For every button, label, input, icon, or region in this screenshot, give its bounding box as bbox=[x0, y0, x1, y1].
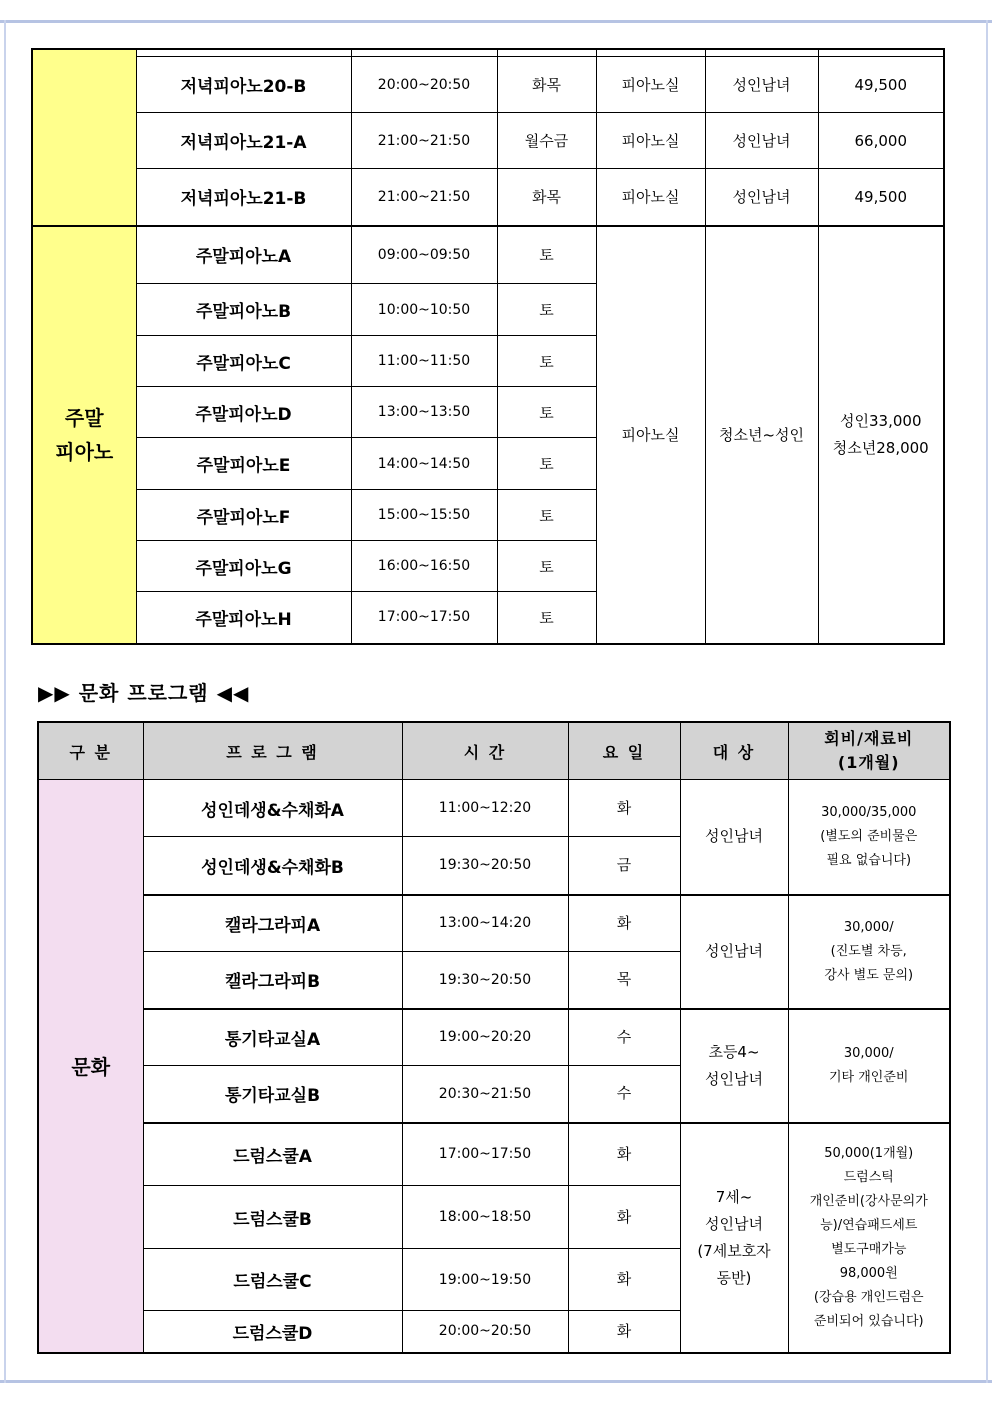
program-name: 드럼스쿨C bbox=[143, 1249, 402, 1311]
fee-line: 30,000/ bbox=[843, 1045, 894, 1061]
page-border-top bbox=[0, 20, 992, 23]
target-line: 성인남녀 bbox=[705, 1069, 763, 1088]
program-time: 19:30~20:50 bbox=[402, 837, 568, 895]
program-day: 화 bbox=[568, 1249, 680, 1311]
page-border-bottom bbox=[0, 1380, 992, 1383]
table-header-row bbox=[38, 722, 950, 780]
program-day: 토 bbox=[497, 490, 596, 541]
header-fee-line: 회비/재료비 bbox=[824, 729, 914, 748]
program-day: 화 bbox=[568, 1311, 680, 1353]
table-row bbox=[32, 226, 944, 284]
program-name: 주말피아노E bbox=[136, 438, 351, 490]
fee-line: 50,000(1개월) bbox=[824, 1145, 914, 1161]
program-time: 17:00~17:50 bbox=[351, 592, 497, 644]
program-target: 성인남녀 bbox=[705, 113, 818, 169]
header-fee-line: (1개월) bbox=[837, 753, 900, 772]
header-fee bbox=[788, 722, 950, 780]
program-name: 통기타교실B bbox=[143, 1066, 402, 1123]
program-fee: 49,500 bbox=[818, 169, 944, 226]
program-name: 주말피아노G bbox=[136, 541, 351, 592]
program-time: 20:30~21:50 bbox=[402, 1066, 568, 1123]
weekend-fee bbox=[818, 226, 944, 644]
program-name: 성인데생&수채화A bbox=[143, 780, 402, 837]
target-line: 성인남녀 bbox=[705, 827, 763, 846]
program-name: 저녁피아노21-B bbox=[136, 169, 351, 226]
target-line: 성인남녀 bbox=[705, 1214, 763, 1233]
program-day: 화 bbox=[568, 780, 680, 837]
program-name: 드럼스쿨A bbox=[143, 1123, 402, 1186]
program-day: 화 bbox=[568, 895, 680, 952]
program-time: 13:00~13:50 bbox=[351, 387, 497, 438]
program-time: 21:00~21:50 bbox=[351, 113, 497, 169]
program-target: 성인남녀 bbox=[705, 169, 818, 226]
program-day: 토 bbox=[497, 226, 596, 284]
program-day: 수 bbox=[568, 1066, 680, 1123]
program-time: 09:00~09:50 bbox=[351, 226, 497, 284]
fee-line: 청소년28,000 bbox=[832, 438, 929, 457]
piano-schedule-table bbox=[31, 48, 945, 645]
fee-line: 98,000원 bbox=[839, 1265, 898, 1281]
program-fee bbox=[788, 780, 950, 895]
program-time: 19:00~19:50 bbox=[402, 1249, 568, 1311]
fee-line: (진도별 차등, bbox=[830, 943, 907, 959]
program-time: 13:00~14:20 bbox=[402, 895, 568, 952]
program-fee bbox=[788, 1009, 950, 1123]
target-line: 초등4~ bbox=[708, 1042, 760, 1061]
program-name: 주말피아노F bbox=[136, 490, 351, 541]
program-time: 17:00~17:50 bbox=[402, 1123, 568, 1186]
program-target bbox=[680, 895, 788, 1009]
program-fee: 49,500 bbox=[818, 57, 944, 113]
category-line: 주말 bbox=[64, 405, 104, 430]
program-day: 수 bbox=[568, 1009, 680, 1066]
program-time: 21:00~21:50 bbox=[351, 169, 497, 226]
program-name: 주말피아노D bbox=[136, 387, 351, 438]
program-fee bbox=[788, 1123, 950, 1353]
program-name: 저녁피아노21-A bbox=[136, 113, 351, 169]
program-day: 목 bbox=[568, 952, 680, 1009]
target-line: 동반) bbox=[716, 1268, 752, 1287]
program-name: 주말피아노H bbox=[136, 592, 351, 644]
program-day: 토 bbox=[497, 387, 596, 438]
program-name: 주말피아노A bbox=[136, 226, 351, 284]
target-line: 7세~ bbox=[715, 1187, 753, 1206]
culture-section-title: ▶▶ 문화 프로그램 ◀◀ bbox=[38, 681, 250, 705]
target-line: (7세보호자 bbox=[697, 1241, 771, 1260]
fee-line: 강사 별도 문의) bbox=[824, 967, 914, 983]
culture-program-table bbox=[37, 721, 951, 1354]
fee-line: 드럼스틱 bbox=[843, 1169, 894, 1185]
program-name: 성인데생&수채화B bbox=[143, 837, 402, 895]
header-target: 대 상 bbox=[680, 722, 788, 780]
program-day: 화 bbox=[568, 1123, 680, 1186]
program-name: 주말피아노B bbox=[136, 284, 351, 336]
table-row bbox=[32, 113, 944, 169]
program-name: 드럼스쿨B bbox=[143, 1186, 402, 1249]
table-row bbox=[32, 169, 944, 226]
header-category: 구 분 bbox=[38, 722, 143, 780]
program-time: 14:00~14:50 bbox=[351, 438, 497, 490]
program-day: 토 bbox=[497, 284, 596, 336]
fee-line: 필요 없습니다) bbox=[826, 852, 912, 868]
program-target: 성인남녀 bbox=[705, 57, 818, 113]
fee-line: 30,000/35,000 bbox=[821, 804, 917, 820]
program-name: 드럼스쿨D bbox=[143, 1311, 402, 1353]
program-day: 토 bbox=[497, 541, 596, 592]
program-day: 금 bbox=[568, 837, 680, 895]
fee-line: 능)/연습패드세트 bbox=[820, 1217, 918, 1233]
header-program: 프 로 그 램 bbox=[143, 722, 402, 780]
program-fee: 66,000 bbox=[818, 113, 944, 169]
program-fee bbox=[788, 895, 950, 1009]
program-target bbox=[680, 1009, 788, 1123]
page-border-left bbox=[4, 20, 6, 1383]
weekend-target: 청소년~성인 bbox=[705, 226, 818, 644]
program-name: 주말피아노C bbox=[136, 336, 351, 387]
table-top-strip bbox=[32, 49, 944, 57]
weekend-piano-category bbox=[32, 226, 136, 644]
program-time: 11:00~12:20 bbox=[402, 780, 568, 837]
program-time: 19:00~20:20 bbox=[402, 1009, 568, 1066]
program-name: 저녁피아노20-B bbox=[136, 57, 351, 113]
fee-line: (강습용 개인드럼은 bbox=[813, 1289, 924, 1305]
program-time: 20:00~20:50 bbox=[402, 1311, 568, 1353]
fee-line: 기타 개인준비 bbox=[829, 1069, 909, 1085]
fee-line: 준비되어 있습니다) bbox=[813, 1313, 924, 1329]
weekend-place: 피아노실 bbox=[596, 226, 705, 644]
program-day: 월수금 bbox=[497, 113, 596, 169]
fee-line: 성인33,000 bbox=[840, 411, 922, 430]
fee-line: 30,000/ bbox=[843, 919, 894, 935]
table-row bbox=[38, 1009, 950, 1066]
table-row bbox=[38, 780, 950, 837]
program-place: 피아노실 bbox=[596, 113, 705, 169]
program-time: 10:00~10:50 bbox=[351, 284, 497, 336]
program-time: 15:00~15:50 bbox=[351, 490, 497, 541]
program-name: 캘라그라피A bbox=[143, 895, 402, 952]
program-day: 토 bbox=[497, 336, 596, 387]
program-time: 18:00~18:50 bbox=[402, 1186, 568, 1249]
fee-line: (별도의 준비물은 bbox=[820, 828, 918, 844]
program-place: 피아노실 bbox=[596, 57, 705, 113]
program-time: 19:30~20:50 bbox=[402, 952, 568, 1009]
culture-category: 문화 bbox=[38, 780, 143, 1353]
program-day: 화목 bbox=[497, 57, 596, 113]
program-target bbox=[680, 1123, 788, 1353]
program-day: 토 bbox=[497, 592, 596, 644]
category-line: 피아노 bbox=[55, 439, 114, 464]
program-name: 통기타교실A bbox=[143, 1009, 402, 1066]
target-line: 성인남녀 bbox=[705, 942, 763, 960]
program-time: 16:00~16:50 bbox=[351, 541, 497, 592]
table-row bbox=[38, 895, 950, 952]
header-day: 요 일 bbox=[568, 722, 680, 780]
program-name: 캘라그라피B bbox=[143, 952, 402, 1009]
fee-line: 개인준비(강사문의가 bbox=[809, 1193, 928, 1209]
program-time: 11:00~11:50 bbox=[351, 336, 497, 387]
page-border-right bbox=[986, 20, 988, 1383]
program-place: 피아노실 bbox=[596, 169, 705, 226]
program-time: 20:00~20:50 bbox=[351, 57, 497, 113]
fee-line: 별도구매가능 bbox=[831, 1241, 907, 1257]
header-time: 시 간 bbox=[402, 722, 568, 780]
program-day: 화 bbox=[568, 1186, 680, 1249]
table-row bbox=[38, 1123, 950, 1186]
program-day: 화목 bbox=[497, 169, 596, 226]
program-day: 토 bbox=[497, 438, 596, 490]
evening-piano-category-cell bbox=[32, 49, 136, 226]
table-row bbox=[32, 57, 944, 113]
program-target bbox=[680, 780, 788, 895]
